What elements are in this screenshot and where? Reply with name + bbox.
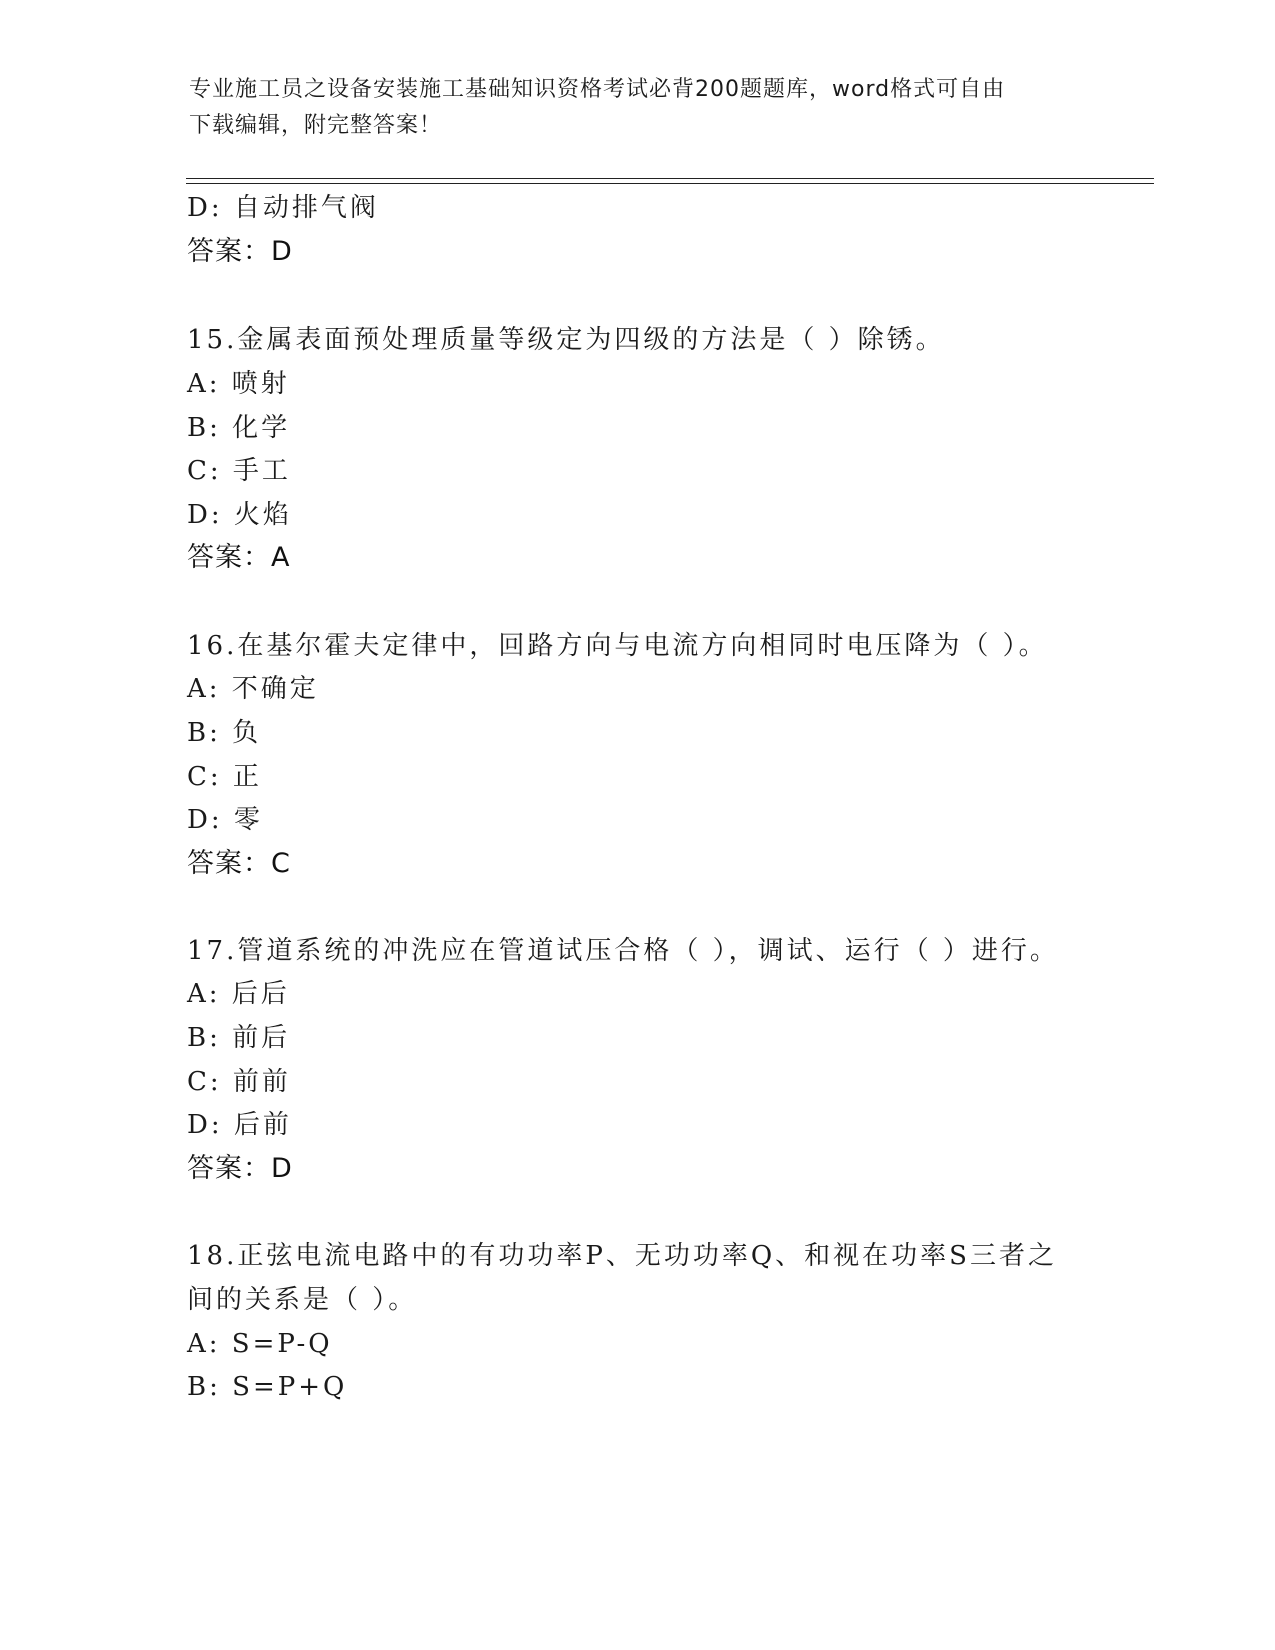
q16-option-a: A: 不确定 [187,674,319,704]
q14-answer: 答案：D [187,236,293,267]
q17-option-a: A: 后后 [187,979,290,1009]
q16-option-c: C: 正 [187,762,262,792]
q15-option-b: B: 化学 [187,413,291,443]
q16-option-b: B: 负 [187,718,262,748]
header-divider-bottom [186,183,1154,184]
header-divider-top [186,178,1154,179]
q15-stem: 15.金属表面预处理质量等级定为四级的方法是（ ）除锈。 [187,325,945,355]
q18-option-a: A: S=P-Q [187,1329,333,1359]
q18-stem-line-2: 间的关系是（ ）。 [187,1285,418,1315]
q17-option-b: B: 前后 [187,1023,291,1053]
q16-answer: 答案：C [187,848,291,879]
header-line-1: 专业施工员之设备安装施工基础知识资格考试必背200题题库，word格式可自由 [189,77,1006,102]
q16-stem: 16.在基尔霍夫定律中，回路方向与电流方向相同时电压降为（ ）。 [187,631,1048,661]
q17-stem: 17.管道系统的冲洗应在管道试压合格（ ），调试、运行（ ）进行。 [187,936,1059,966]
document-header [189,72,1089,144]
q18-option-b: B: S=P+Q [187,1372,348,1402]
q18-stem-line-1: 18.正弦电流电路中的有功功率P、无功功率Q、和视在功率S三者之 [187,1241,1057,1271]
header-line-2: 下载编辑，附完整答案！ [189,113,443,138]
q14-option-d: D: 自动排气阀 [187,193,379,223]
q15-option-d: D: 火焰 [187,500,292,530]
q16-option-d: D: 零 [187,805,263,835]
q17-option-c: C: 前前 [187,1067,291,1097]
q15-option-a: A: 喷射 [187,369,290,399]
q15-answer: 答案：A [187,542,291,573]
q17-answer: 答案：D [187,1153,293,1184]
q17-option-d: D: 后前 [187,1110,292,1140]
q15-option-c: C: 手工 [187,456,291,486]
